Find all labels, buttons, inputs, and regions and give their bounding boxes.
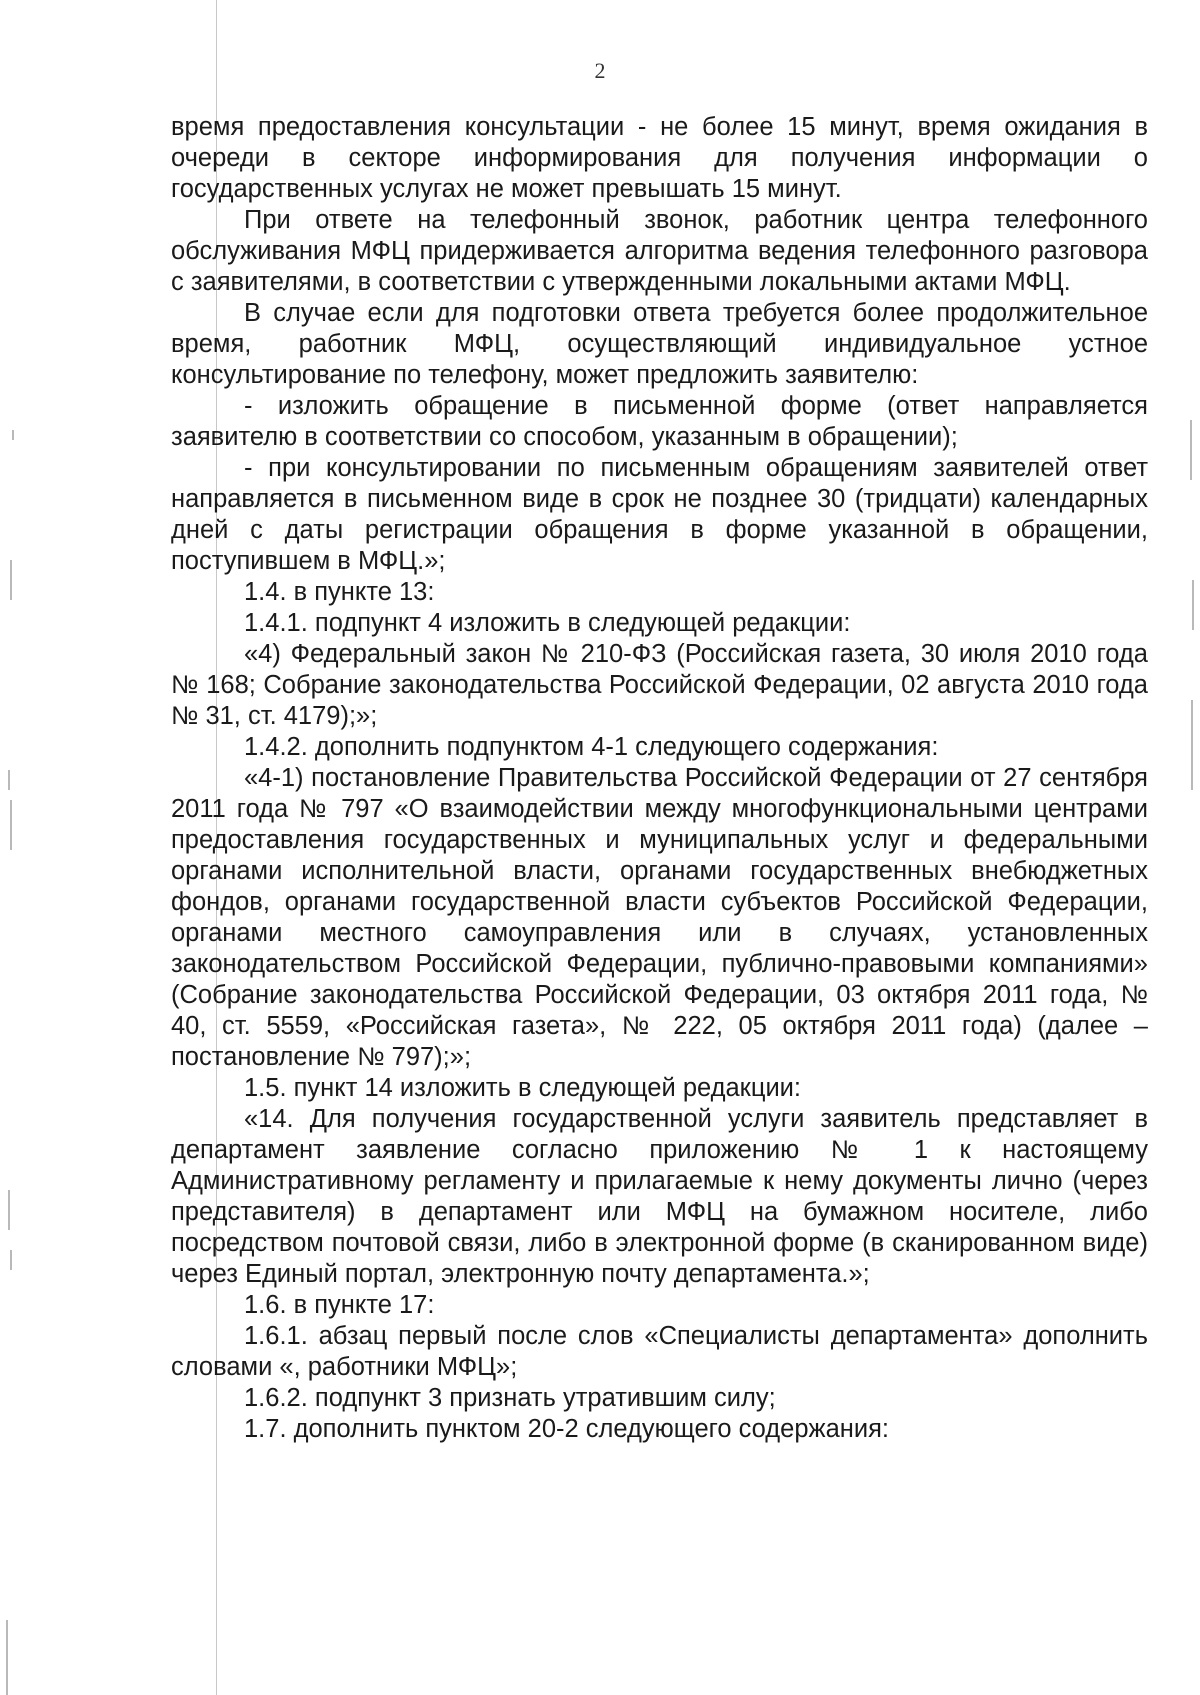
scan-artifact-mark <box>10 1250 12 1270</box>
document-paragraph: «14. Для получения государственной услуги заявитель представляет в департамент заявление согласно приложению № 1 к настоящему Административному регламенту и прилагаемые к нему документы лично (через представителя) в департамент или МФЦ на бумажном носителе, либо посредством почтовой связи, либо в электронной форме (в сканированном виде) через Единый портал, электронную почту департамента.»; <box>171 1105 1148 1288</box>
document-paragraph: 1.7. дополнить пунктом 20-2 следующего содержания: <box>244 1415 890 1443</box>
scan-artifact-mark <box>8 1190 10 1230</box>
scan-artifact-mark <box>1190 420 1192 480</box>
document-paragraph: 1.6.2. подпункт 3 признать утратившим силу; <box>244 1384 776 1412</box>
scan-artifact-mark <box>8 770 10 790</box>
document-paragraph: - при консультировании по письменным обращениям заявителей ответ направляется в письменном виде в срок не позднее 30 (тридцати) календарных дней с даты регистрации обращения в форме указанной в обращении, поступившем в МФЦ.»; <box>171 454 1148 575</box>
page-number: 2 <box>594 58 606 83</box>
document-body <box>171 112 1148 1445</box>
document-paragraph: «4) Федеральный закон № 210-ФЗ (Российская газета, 30 июля 2010 года № 168; Собрание законодательства Российской Федерации, 02 августа 2010 года № 31, ст. 4179);»; <box>171 640 1148 730</box>
document-paragraph: 1.4.2. дополнить подпунктом 4-1 следующего содержания: <box>244 733 939 761</box>
document-paragraph: 1.4.1. подпункт 4 изложить в следующей редакции: <box>244 609 851 637</box>
scan-artifact-mark <box>10 560 12 600</box>
document-paragraph: В случае если для подготовки ответа требуется более продолжительное время, работник МФЦ, осуществляющий индивидуальное устное консультирование по телефону, может предложить заявителю: <box>171 299 1148 389</box>
document-paragraph: - изложить обращение в письменной форме (ответ направляется заявителю в соответствии со способом, указанным в обращении); <box>171 392 1148 451</box>
document-paragraph: 1.4. в пункте 13: <box>244 578 435 606</box>
scan-artifact-mark <box>10 800 12 850</box>
scan-artifact-mark <box>12 430 14 440</box>
scan-artifact-mark <box>6 1620 8 1695</box>
document-paragraph: При ответе на телефонный звонок, работник центра телефонного обслуживания МФЦ придерживается алгоритма ведения телефонного разговора с заявителями, в соответствии с утвержденными локальными актами МФЦ. <box>171 206 1148 296</box>
document-paragraph: 1.6. в пункте 17: <box>244 1291 435 1319</box>
scan-artifact-mark <box>1192 580 1194 630</box>
document-paragraph: 1.6.1. абзац первый после слов «Специалисты департамента» дополнить словами «, работники МФЦ»; <box>171 1322 1148 1381</box>
document-paragraph: 1.5. пункт 14 изложить в следующей редакции: <box>244 1074 802 1102</box>
document-paragraph: время предоставления консультации - не более 15 минут, время ожидания в очереди в секторе информирования для получения информации о государственных услугах не может превышать 15 минут. <box>171 113 1148 203</box>
scan-artifact-mark <box>1191 700 1193 790</box>
document-paragraph: «4-1) постановление Правительства Российской Федерации от 27 сентября 2011 года № 797 «О взаимодействии между многофункциональными центрами предоставления государственных и муниципальных услуг и федеральными органами исполнительной власти, органами государственных внебюджетных фондов, органами государственной власти субъектов Российской Федерации, органами местного самоуправления или в случаях, установленных законодательством Российской Федерации, публично-правовыми компаниями» (Собрание законодательства Российской Федерации, 03 октября 2011 года, № 40, ст. 5559, «Российская газета», № 222, 05 октября 2011 года) (далее – постановление № 797);»; <box>171 764 1148 1071</box>
